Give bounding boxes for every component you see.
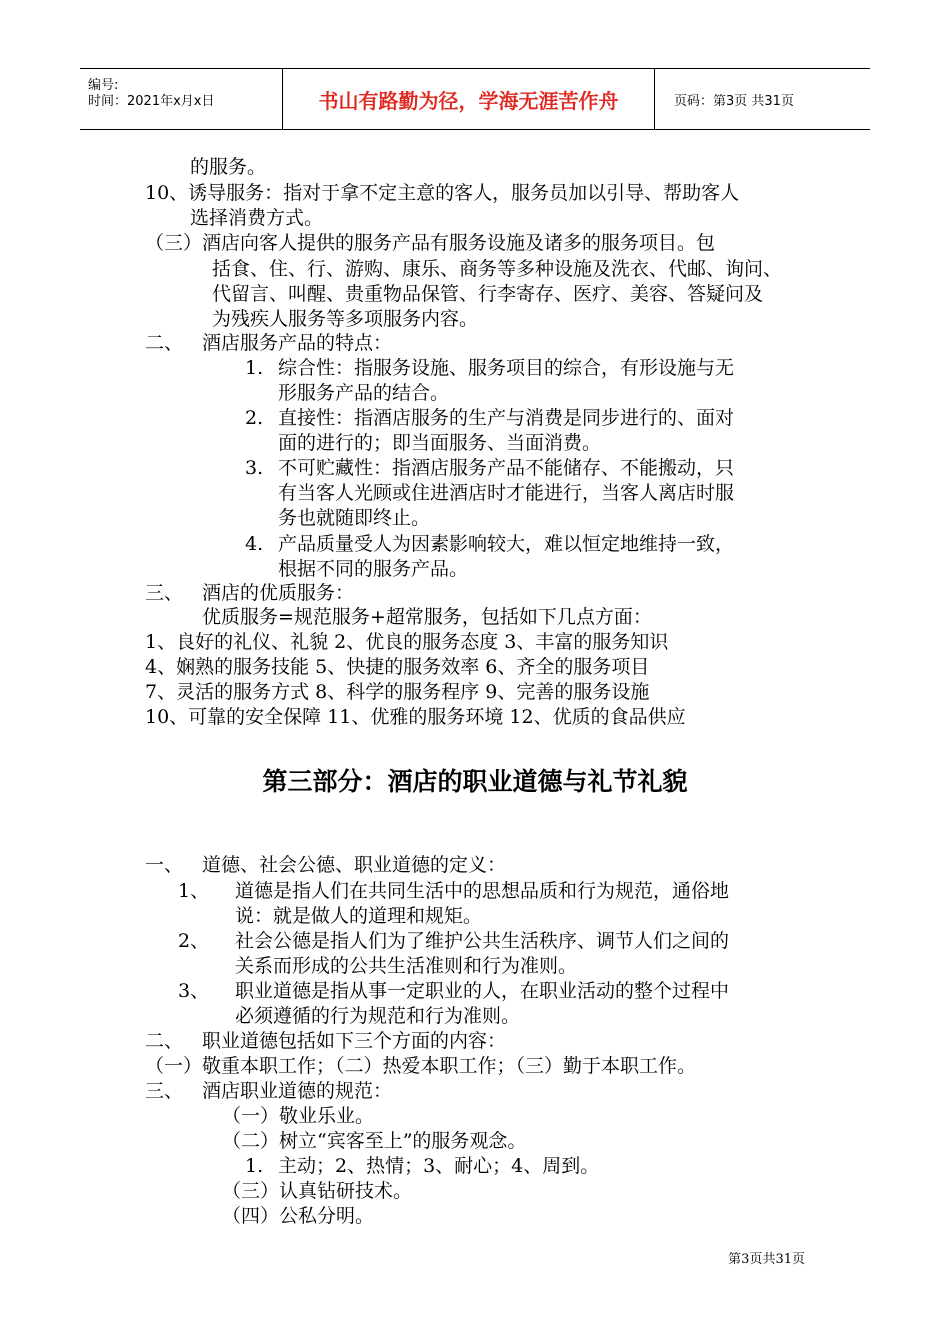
text-line: 有当客人光顾或住进酒店时才能进行，当客人离店时服: [278, 482, 735, 504]
text-line: 形服务产品的结合。: [278, 382, 450, 404]
text-line: （一）敬业乐业。: [222, 1105, 375, 1127]
text-line: 7、灵活的服务方式 8、科学的服务程序 9、完善的服务设施: [145, 681, 650, 703]
text-line: 代留言、叫醒、贵重物品保管、行李寄存、医疗、美容、答疑问及: [212, 283, 764, 305]
text-line: 选择消费方式。: [190, 207, 324, 229]
text-line: 说：就是做人的道理和规矩。: [235, 905, 483, 927]
section-heading: 酒店服务产品的特点：: [202, 332, 393, 354]
part-title: 第三部分：酒店的职业道德与礼节礼貌: [262, 767, 688, 796]
text-line: 括食、住、行、游购、康乐、商务等多种设施及洗衣、代邮、询问、: [212, 258, 783, 280]
text-line: （二）树立“宾客至上”的服务观念。: [222, 1130, 527, 1152]
text-line: 道德是指人们在共同生活中的思想品质和行为规范，通俗地: [235, 880, 730, 902]
list-number: 3.: [245, 457, 264, 479]
page-label-text: 页码：第3页 共31页: [674, 93, 794, 109]
text-line: 不可贮藏性：指酒店服务产品不能储存、不能搬动，只: [278, 457, 735, 479]
list-number: 1、: [178, 880, 210, 902]
list-number: 1.: [245, 357, 264, 379]
text-line: 的服务。: [190, 156, 267, 178]
page-footer: 第3页共31页: [728, 1252, 805, 1267]
header-page-label: [664, 69, 870, 129]
text-line: 10、诱导服务：指对于拿不定主意的客人，服务员加以引导、帮助客人: [145, 182, 740, 204]
page-header: [80, 68, 870, 130]
list-number: 1.: [245, 1155, 264, 1177]
header-motto: 书山有路勤为径，学海无涯苦作舟: [283, 69, 655, 129]
section-number: 二、: [145, 332, 184, 354]
number-label: 编号:: [88, 78, 119, 93]
section-heading: 职业道德包括如下三个方面的内容：: [202, 1030, 507, 1052]
section-number: 一、: [145, 854, 184, 876]
section-heading: 酒店职业道德的规范：: [202, 1080, 393, 1102]
list-number: 3、: [178, 980, 210, 1002]
list-number: 4.: [245, 533, 264, 555]
text-line: （四）公私分明。: [222, 1205, 375, 1227]
text-line: （一）敬重本职工作；（二）热爱本职工作；（三）勤于本职工作。: [145, 1055, 697, 1077]
time-label: 时间：2021年x月x日: [88, 94, 215, 109]
text-line: 直接性：指酒店服务的生产与消费是同步进行的、面对: [278, 407, 735, 429]
text-line: 主动；2、热情；3、耐心；4、周到。: [278, 1155, 600, 1177]
text-line: 为残疾人服务等多项服务内容。: [212, 308, 479, 330]
text-line: 必须遵循的行为规范和行为准则。: [235, 1005, 521, 1027]
text-line: 4、娴熟的服务技能 5、快捷的服务效率 6、齐全的服务项目: [145, 656, 650, 678]
text-line: 根据不同的服务产品。: [278, 558, 469, 580]
text-line: 关系而形成的公共生活准则和行为准则。: [235, 955, 578, 977]
section-heading: 酒店的优质服务：: [202, 582, 355, 604]
text-line: 10、可靠的安全保障 11、优雅的服务环境 12、优质的食品供应: [145, 706, 686, 728]
text-line: 综合性：指服务设施、服务项目的综合，有形设施与无: [278, 357, 735, 379]
text-line: （三）认真钻研技术。: [222, 1180, 413, 1202]
text-line: 职业道德是指从事一定职业的人，在职业活动的整个过程中: [235, 980, 730, 1002]
header-meta-cell: [80, 69, 283, 129]
list-number: 2、: [178, 930, 210, 952]
section-number: 三、: [145, 582, 184, 604]
section-heading: 道德、社会公德、职业道德的定义：: [202, 854, 507, 876]
text-line: 产品质量受人为因素影响较大，难以恒定地维持一致，: [278, 533, 735, 555]
list-number: 2.: [245, 407, 264, 429]
text-line: （三）酒店向客人提供的服务产品有服务设施及诸多的服务项目。包: [145, 232, 716, 254]
text-line: 1、良好的礼仪、礼貌 2、优良的服务态度 3、丰富的服务知识: [145, 631, 669, 653]
text-line: 社会公德是指人们为了维护公共生活秩序、调节人们之间的: [235, 930, 730, 952]
text-line: 务也就随即终止。: [278, 507, 431, 529]
text-line: 面的进行的；即当面服务、当面消费。: [278, 432, 602, 454]
section-number: 三、: [145, 1080, 184, 1102]
text-line: 优质服务=规范服务+超常服务，包括如下几点方面：: [202, 606, 652, 628]
section-number: 二、: [145, 1030, 184, 1052]
